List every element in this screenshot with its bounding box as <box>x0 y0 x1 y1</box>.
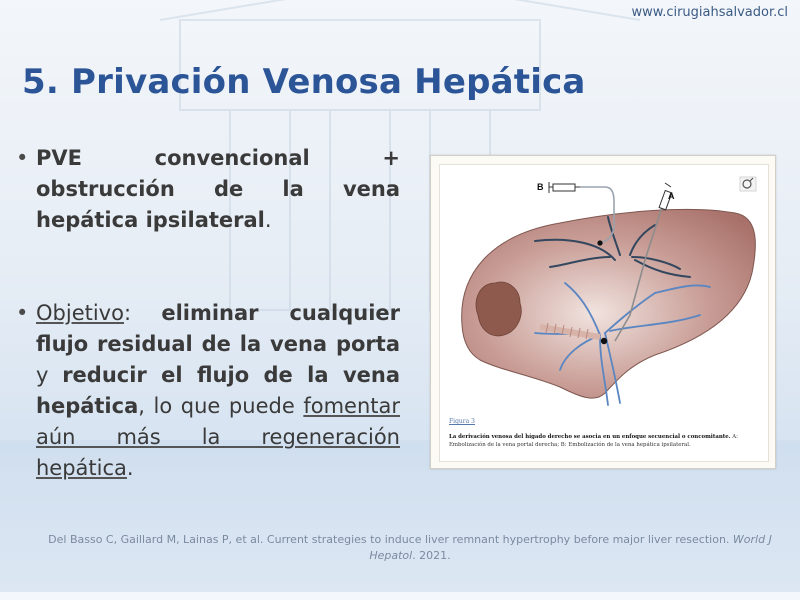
label-a: A <box>668 191 675 201</box>
bullet-item-objetivo <box>14 298 400 484</box>
objetivo-label: Objetivo <box>36 301 124 325</box>
figure-caption <box>449 433 761 449</box>
label-b: B <box>537 182 544 192</box>
figure-panel <box>439 164 769 462</box>
zoom-icon[interactable] <box>740 177 756 191</box>
bullet-list <box>14 143 400 484</box>
liver-diagram <box>440 165 768 415</box>
figure-caption-bold: La derivación venosa del hígado derecho se asocia en un enfoque secuencial o concomitante. <box>449 434 731 440</box>
bullet-pve-bold: PVE convencional + obstrucción de la vena hepática ipsilateral <box>36 146 400 232</box>
liver-figure <box>430 155 776 469</box>
objetivo-and: y <box>36 363 63 387</box>
objetivo-end: . <box>126 456 134 480</box>
reference-citation <box>40 532 780 564</box>
reference-year: . 2021. <box>412 549 451 562</box>
syringe-b <box>549 182 580 193</box>
coil-a <box>601 338 607 344</box>
reference-authors: Del Basso C, Gaillard M, Lainas P, et al. Current strategies to induce liver remnant hypertrophy before major liver resection. <box>48 533 733 546</box>
slide-title: 5. Privación Venosa Hepática <box>22 62 586 102</box>
figure-caption-rest: A: Embolización de la vena portal derecha; B: Embolización de la vena hepática ipsilateral. <box>449 434 738 448</box>
reference-journal: World J Hepatol <box>369 533 772 562</box>
objetivo-colon: : <box>123 301 162 325</box>
bullet-item-pve <box>14 143 400 236</box>
site-url: www.cirugiahsalvador.cl <box>631 5 788 20</box>
figure-number-link[interactable]: Figura 3 <box>449 418 475 425</box>
objetivo-underlined: fomentar aún más la regeneración hepática <box>36 394 400 480</box>
objetivo-text: , lo que puede <box>138 394 304 418</box>
objetivo-bold-2: reducir el flujo de la vena hepática <box>36 363 400 418</box>
coil-b <box>597 240 602 245</box>
tumor-shape <box>476 282 521 336</box>
bullet-pve-end: . <box>264 208 272 232</box>
objetivo-bold-1: eliminar cualquier flujo residual de la vena porta <box>36 301 400 356</box>
